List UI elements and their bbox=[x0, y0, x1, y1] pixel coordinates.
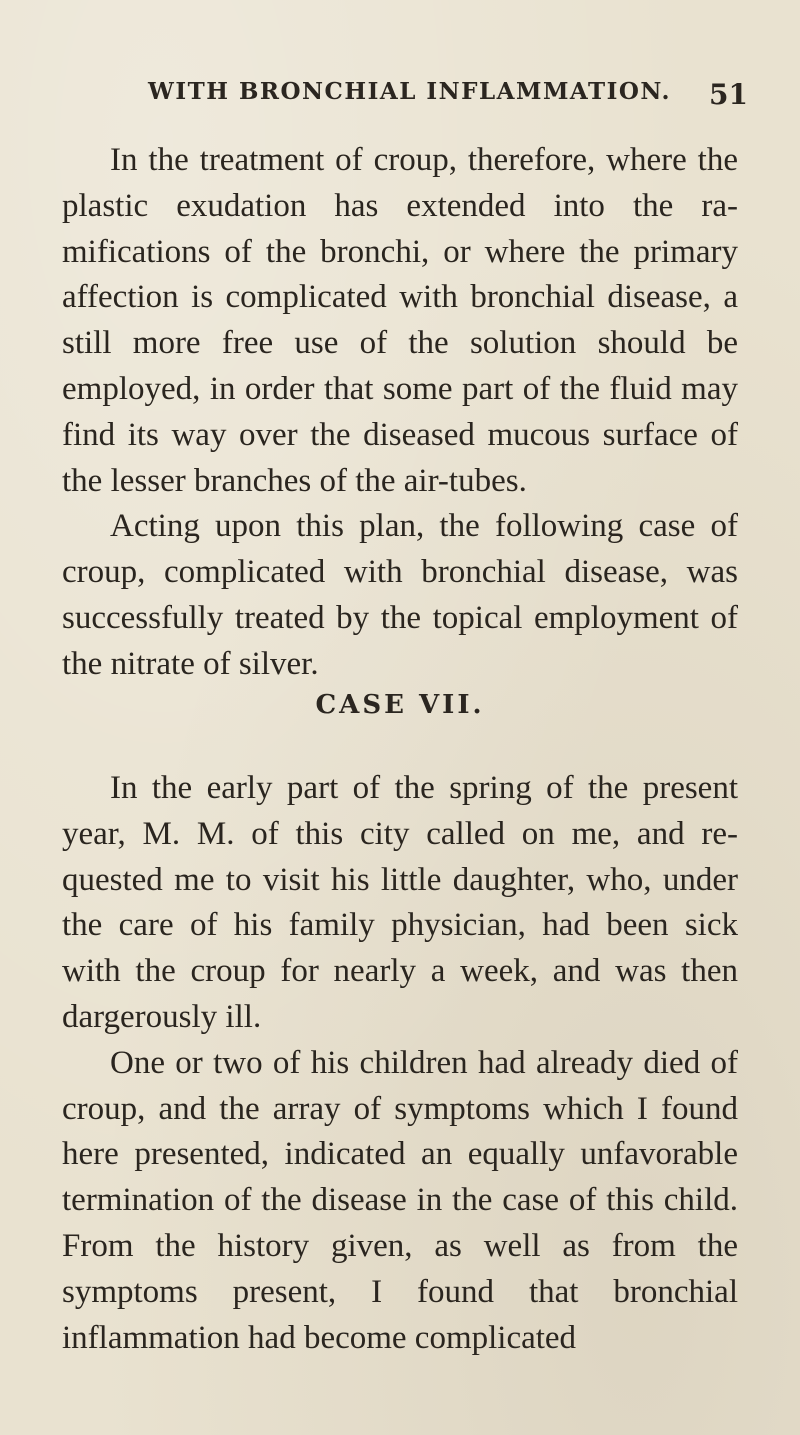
paragraph: One or two of his children had already died of croup, and the array of symptoms which I found here presented, indicated an equally unfavorable termination of the disease in the case of this child. From the history given, as well as from the symptoms present, I found that bronchial inflammation had become complicated bbox=[62, 1044, 738, 1356]
text-block-top bbox=[62, 138, 738, 688]
paragraph: In the treatment of croup, therefore, where the plastic exudation has extended into the ramifications of the bronchi, or where the primary affection is complicated with bronchial disease, a still more free use of the solution should be employed, in order that some part of the fluid may find its way over the diseased mucous surface of the lesser branches of the air-tubes. bbox=[62, 142, 738, 499]
paragraph: Acting upon this plan, the following case of croup, complicated with bronchial disease, was successfully treated by the topical employment of the nitrate of silver. bbox=[62, 508, 738, 682]
running-title: WITH BRONCHIAL INFLAMMATION. bbox=[148, 78, 671, 105]
text-block-bottom bbox=[62, 766, 738, 1361]
paragraph: In the early part of the spring of the present year, M. M. of this city called on me, and requested me to visit his little daughter, who, under the care of his family physician, had been sick with the croup for nearly a week, and was then dargerously ill. bbox=[62, 770, 738, 1035]
page-number: 51 bbox=[709, 78, 748, 111]
running-head bbox=[148, 78, 748, 118]
case-heading: CASE VII. bbox=[315, 690, 485, 720]
